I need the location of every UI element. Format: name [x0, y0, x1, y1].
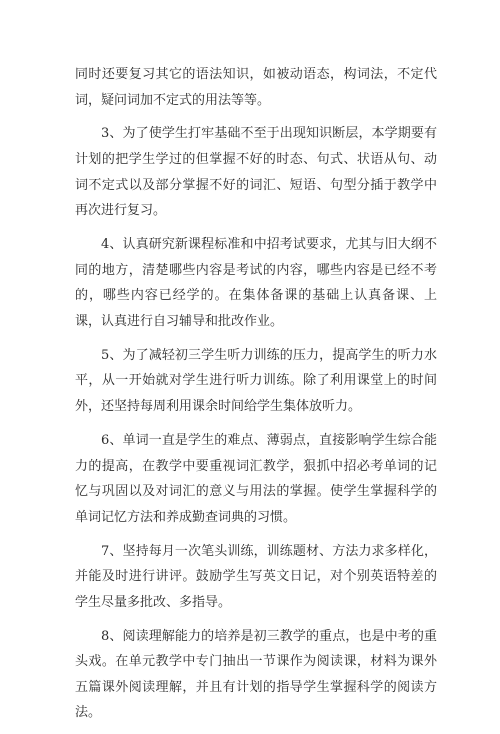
paragraph-item-4: 4、认真研究新课程标准和中招考试要求，尤其与旧大纲不同的地方，清楚哪些内容是考试的内容，哪些内容是已经不考的，哪些内容已经学的。在集体备课的基础上认真备课、上课，认真进行自习辅导和批改作业。	[75, 237, 437, 329]
paragraph-item-6: 6、单词一直是学生的难点、薄弱点，直接影响学生综合能力的提高，在教学中要重视词汇教学，狠抓中招必考单词的记忆与巩固以及对词汇的意义与用法的掌握。使学生掌握科学的单词记忆方法和养成勤查词典的习惯。	[75, 432, 437, 525]
paragraph-item-5: 5、为了减轻初三学生听力训练的压力，提高学生的听力水平，从一开始就对学生进行听力训练。除了利用课堂上的时间外，还坚持每周利用课余时间给学生集体放听力。	[75, 347, 437, 415]
paragraph-continuation: 同时还要复习其它的语法知识，如被动语态，构词法，不定代词，疑问词加不定式的用法等等。	[75, 67, 437, 108]
paragraph-item-3: 3、为了使学生打牢基础不至于出现知识断层，本学期要有计划的把学生学过的但掌握不好的时态、句式、状语从句、动词不定式以及部分掌握不好的词汇、短语、句型分插于教学中再次进行复习。	[75, 126, 437, 219]
paragraph-item-8: 8、阅读理解能力的培养是初三教学的重点，也是中考的重头戏。在单元教学中专门抽出一节课作为阅读课，材料为课外五篇课外阅读理解，并且有计划的指导学生掌握科学的阅读方法。	[75, 628, 437, 721]
document-body	[75, 62, 437, 734]
paragraph-item-7: 7、坚持每月一次笔头训练，训练题材、方法力求多样化，并能及时进行讲评。鼓励学生写英文日记，对个别英语特差的学生尽量多批改、多指导。	[75, 543, 437, 610]
